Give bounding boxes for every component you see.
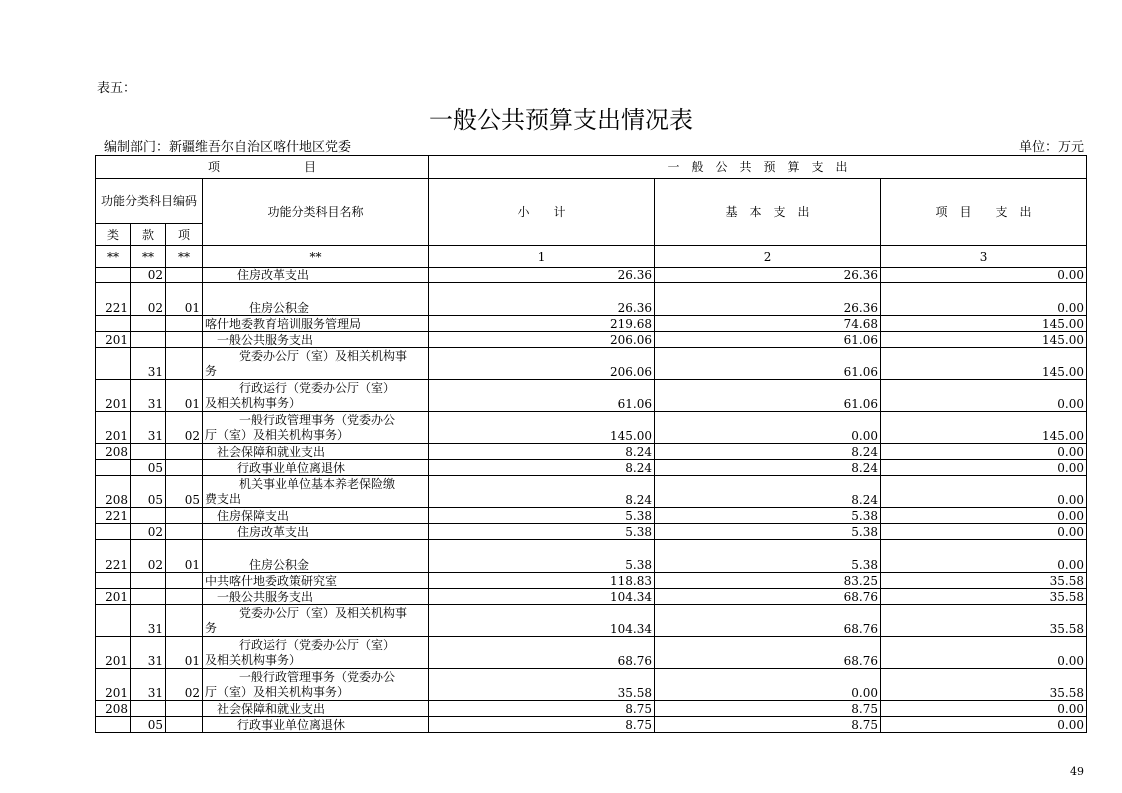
header-sym: ** [131,246,166,268]
name-cell: 一般公共服务支出 [203,332,429,348]
xiang-cell [166,508,203,524]
basic-cell: 8.24 [655,476,881,508]
kuan-cell [131,332,166,348]
table-row [96,637,1087,669]
kuan-cell: 31 [131,380,166,412]
table-row [96,540,1087,573]
page-title: 一般公共预算支出情况表 [429,106,693,134]
xiang-cell [166,460,203,476]
kuan-cell: 31 [131,412,166,444]
basic-cell: 5.38 [655,524,881,540]
kuan-cell [131,573,166,589]
lei-cell: 201 [96,332,131,348]
basic-cell: 0.00 [655,669,881,701]
name-cell: 住房改革支出 [203,524,429,540]
lei-cell [96,460,131,476]
project-cell: 0.00 [881,717,1087,733]
table-row [96,589,1087,605]
lei-cell: 201 [96,589,131,605]
subtotal-cell: 8.75 [429,717,655,733]
subtotal-cell: 68.76 [429,637,655,669]
table-row [96,444,1087,460]
subtotal-cell: 5.38 [429,508,655,524]
name-cell: 住房保障支出 [203,508,429,524]
basic-cell: 61.06 [655,348,881,380]
name-line-1: 党委办公厅（室）及相关机构事 [239,606,408,620]
table-row [96,476,1087,508]
name-cell: 喀什地委教育培训服务管理局 [203,316,429,332]
lei-cell: 208 [96,476,131,508]
name-line-2: 及相关机构事务） [205,653,302,667]
subtotal-cell: 104.34 [429,605,655,637]
kuan-cell: 05 [131,460,166,476]
subtotal-cell: 5.38 [429,524,655,540]
table-row [96,524,1087,540]
name-cell: 社会保障和就业支出 [203,444,429,460]
basic-cell: 83.25 [655,573,881,589]
xiang-cell [166,268,203,283]
xiang-cell [166,573,203,589]
name-cell: 社会保障和就业支出 [203,701,429,717]
name-cell [203,637,429,669]
lei-cell: 201 [96,412,131,444]
name-line-2: 费支出 [205,492,242,506]
lei-cell: 221 [96,283,131,316]
basic-cell: 8.75 [655,717,881,733]
header-name-col: 功能分类科目名称 [203,179,429,246]
kuan-cell: 02 [131,283,166,316]
table-row [96,573,1087,589]
table-row [96,316,1087,332]
lei-cell: 221 [96,540,131,573]
subtotal-cell: 5.38 [429,540,655,573]
header-col-num: 1 [429,246,655,268]
xiang-cell [166,605,203,637]
header-row-4 [96,246,1087,268]
lei-cell: 201 [96,669,131,701]
xiang-cell [166,524,203,540]
kuan-cell: 02 [131,524,166,540]
kuan-cell [131,316,166,332]
name-line-1: 机关事业单位基本养老保险缴 [239,477,396,491]
table-row [96,460,1087,476]
subtotal-cell: 26.36 [429,268,655,283]
name-line-1: 行政运行（党委办公厅（室） [239,381,396,395]
basic-cell: 26.36 [655,283,881,316]
subtotal-cell: 35.58 [429,669,655,701]
subtotal-cell: 8.24 [429,444,655,460]
project-cell: 0.00 [881,460,1087,476]
name-line-2: 务 [205,621,218,635]
project-cell: 0.00 [881,476,1087,508]
lei-cell [96,717,131,733]
basic-cell: 74.68 [655,316,881,332]
name-cell: 住房改革支出 [203,268,429,283]
kuan-cell: 31 [131,348,166,380]
kuan-cell [131,589,166,605]
subtotal-cell: 8.24 [429,476,655,508]
xiang-cell [166,444,203,460]
xiang-cell: 01 [166,283,203,316]
header-col-num: 3 [881,246,1087,268]
kuan-cell: 05 [131,717,166,733]
lei-cell [96,316,131,332]
subtotal-cell: 118.83 [429,573,655,589]
project-cell: 145.00 [881,332,1087,348]
header-project: 项 目 [96,156,429,179]
table-row [96,268,1087,283]
header-col-num: 2 [655,246,881,268]
basic-cell: 5.38 [655,540,881,573]
kuan-cell [131,444,166,460]
basic-cell: 8.24 [655,444,881,460]
xiang-cell: 01 [166,380,203,412]
table-row [96,380,1087,412]
subtotal-cell: 206.06 [429,348,655,380]
basic-cell: 8.75 [655,701,881,717]
budget-table [95,155,1087,733]
name-line-2: 厅（室）及相关机构事务） [205,428,350,442]
xiang-cell [166,332,203,348]
table-row [96,508,1087,524]
basic-cell: 61.06 [655,380,881,412]
lei-cell: 208 [96,444,131,460]
header-row-2 [96,179,1087,224]
name-line-1: 一般行政管理事务（党委办公 [239,413,396,427]
name-cell [203,476,429,508]
lei-cell: 201 [96,637,131,669]
unit-label: 单位：万元 [1018,140,1084,155]
header-sym: ** [166,246,203,268]
table-row [96,701,1087,717]
name-line-2: 及相关机构事务） [205,396,302,410]
header-row-1 [96,156,1087,179]
name-cell: 一般公共服务支出 [203,589,429,605]
xiang-cell: 02 [166,669,203,701]
project-cell: 35.58 [881,605,1087,637]
header-basic: 基 本 支 出 [655,179,881,246]
kuan-cell: 02 [131,268,166,283]
name-line-1: 党委办公厅（室）及相关机构事 [239,349,408,363]
basic-cell: 26.36 [655,268,881,283]
xiang-cell: 01 [166,637,203,669]
project-cell: 0.00 [881,701,1087,717]
basic-cell: 61.06 [655,332,881,348]
table-row [96,348,1087,380]
kuan-cell [131,701,166,717]
subtotal-cell: 219.68 [429,316,655,332]
project-cell: 0.00 [881,444,1087,460]
basic-cell: 5.38 [655,508,881,524]
department-label: 编制部门：新疆维吾尔自治区喀什地区党委 [104,140,352,155]
project-cell: 35.58 [881,589,1087,605]
xiang-cell [166,589,203,605]
project-cell: 35.58 [881,669,1087,701]
xiang-cell [166,316,203,332]
project-cell: 0.00 [881,508,1087,524]
subtotal-cell: 26.36 [429,283,655,316]
lei-cell [96,573,131,589]
lei-cell [96,524,131,540]
name-cell [203,348,429,380]
header-project-exp: 项 目 支 出 [881,179,1087,246]
name-cell [203,380,429,412]
name-cell: 行政事业单位离退休 [203,717,429,733]
header-lei: 类 [96,224,131,246]
name-line-2: 务 [205,364,218,378]
name-cell: 中共喀什地委政策研究室 [203,573,429,589]
kuan-cell [131,508,166,524]
basic-cell: 68.76 [655,605,881,637]
project-cell: 35.58 [881,573,1087,589]
project-cell: 0.00 [881,283,1087,316]
name-cell [203,669,429,701]
lei-cell: 208 [96,701,131,717]
name-cell: 住房公积金 [203,283,429,316]
lei-cell [96,348,131,380]
header-kuan: 款 [131,224,166,246]
subtotal-cell: 8.75 [429,701,655,717]
name-cell: 行政事业单位离退休 [203,460,429,476]
page-label: 表五： [97,81,137,96]
kuan-cell: 02 [131,540,166,573]
name-line-1: 一般行政管理事务（党委办公 [239,670,396,684]
name-cell: 住房公积金 [203,540,429,573]
basic-cell: 0.00 [655,412,881,444]
project-cell: 0.00 [881,637,1087,669]
xiang-cell: 01 [166,540,203,573]
header-sym: ** [96,246,131,268]
subtotal-cell: 206.06 [429,332,655,348]
xiang-cell: 02 [166,412,203,444]
subtotal-cell: 8.24 [429,460,655,476]
basic-cell: 8.24 [655,460,881,476]
kuan-cell: 31 [131,669,166,701]
lei-cell [96,605,131,637]
xiang-cell: 05 [166,476,203,508]
table-row [96,605,1087,637]
name-cell [203,412,429,444]
basic-cell: 68.76 [655,637,881,669]
header-sym: ** [203,246,429,268]
lei-cell: 221 [96,508,131,524]
project-cell: 0.00 [881,540,1087,573]
subtotal-cell: 145.00 [429,412,655,444]
header-xiang: 项 [166,224,203,246]
project-cell: 145.00 [881,412,1087,444]
subtotal-cell: 104.34 [429,589,655,605]
kuan-cell: 31 [131,637,166,669]
table-row [96,412,1087,444]
lei-cell: 201 [96,380,131,412]
xiang-cell [166,717,203,733]
header-code-group: 功能分类科目编码 [96,179,203,224]
kuan-cell: 31 [131,605,166,637]
xiang-cell [166,348,203,380]
project-cell: 0.00 [881,524,1087,540]
project-cell: 145.00 [881,316,1087,332]
basic-cell: 68.76 [655,589,881,605]
xiang-cell [166,701,203,717]
table-row [96,717,1087,733]
project-cell: 145.00 [881,348,1087,380]
header-subtotal: 小 计 [429,179,655,246]
name-line-1: 行政运行（党委办公厅（室） [239,638,396,652]
name-line-2: 厅（室）及相关机构事务） [205,685,350,699]
subtotal-cell: 61.06 [429,380,655,412]
project-cell: 0.00 [881,268,1087,283]
table-row [96,283,1087,316]
lei-cell [96,268,131,283]
name-cell [203,605,429,637]
project-cell: 0.00 [881,380,1087,412]
kuan-cell: 05 [131,476,166,508]
table-row [96,332,1087,348]
header-general: 一 般 公 共 预 算 支 出 [429,156,1087,179]
page-number: 49 [1070,765,1084,778]
table-row [96,669,1087,701]
